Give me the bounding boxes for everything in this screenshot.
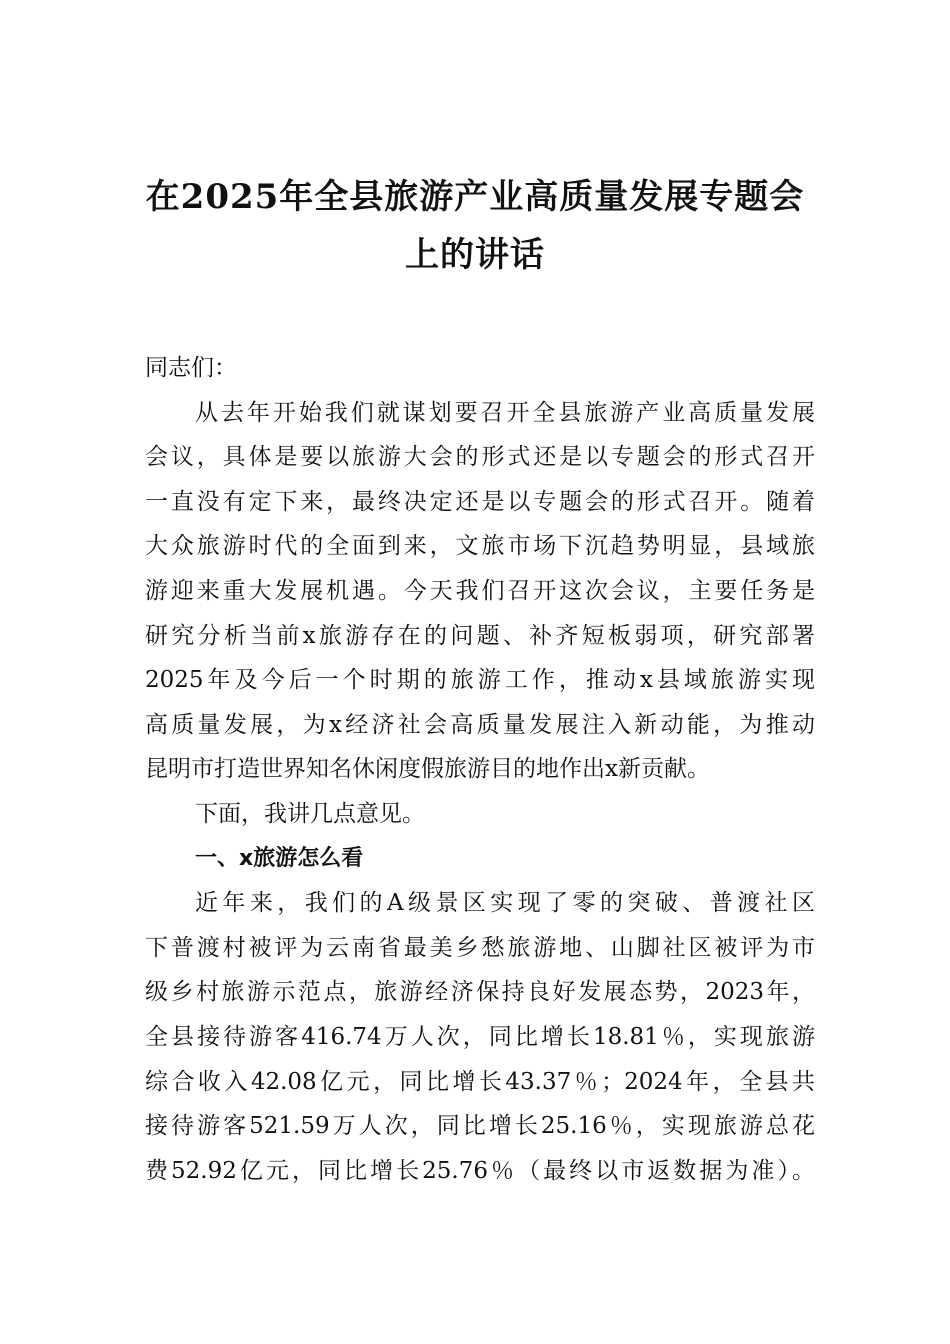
document-title [120, 168, 830, 284]
text-line: 一直没有定下来，最终决定还是以专题会的形式召开。随着 [145, 488, 815, 515]
text-line: 近年来，我们的A级景区实现了零的突破、普渡社区 [195, 890, 815, 917]
paragraph-tourism-data [145, 881, 815, 1193]
text-line: 综合收入42.08亿元，同比增长43.37％；2024年，全县共 [145, 1068, 815, 1095]
text-line: 接待游客521.59万人次，同比增长25.16％，实现旅游总花 [145, 1113, 815, 1140]
text-line: 2025年及今后一个时期的旅游工作，推动x县域旅游实现 [145, 667, 815, 694]
text-line: 全县接待游客416.74万人次，同比增长18.81％，实现旅游 [145, 1023, 815, 1050]
text-line: 研究分析当前x旅游存在的问题、补齐短板弱项，研究部署 [145, 622, 815, 649]
text-line: 级乡村旅游示范点，旅游经济保持良好发展态势，2023年， [145, 979, 815, 1006]
text-line: 高质量发展，为x经济社会高质量发展注入新动能，为推动 [145, 711, 815, 738]
text-line: 游迎来重大发展机遇。今天我们召开这次会议，主要任务是 [145, 577, 815, 604]
text-line: 下普渡村被评为云南省最美乡愁旅游地、山脚社区被评为市 [145, 934, 815, 961]
section-heading: 一、x旅游怎么看 [195, 845, 364, 871]
text-line: 昆明市打造世界知名休闲度假旅游目的地作出x新贡献。 [145, 756, 710, 783]
salutation: 同志们： [145, 355, 237, 381]
document-body [145, 346, 815, 1193]
text-line: 会议，具体是要以旅游大会的形式还是以专题会的形式召开 [145, 444, 815, 471]
title-line-1: 在2025年全县旅游产业高质量发展专题会 [145, 177, 805, 217]
title-line-2: 上的讲话 [405, 235, 545, 275]
text-line: 大众旅游时代的全面到来，文旅市场下沉趋势明显，县域旅 [145, 533, 815, 560]
paragraph-intro [145, 391, 815, 792]
text-line: 费52.92亿元，同比增长25.76％（最终以市返数据为准）。 [145, 1157, 815, 1184]
paragraph-transition: 下面，我讲几点意见。 [195, 800, 425, 827]
text-line: 从去年开始我们就谋划要召开全县旅游产业高质量发展 [195, 399, 815, 426]
